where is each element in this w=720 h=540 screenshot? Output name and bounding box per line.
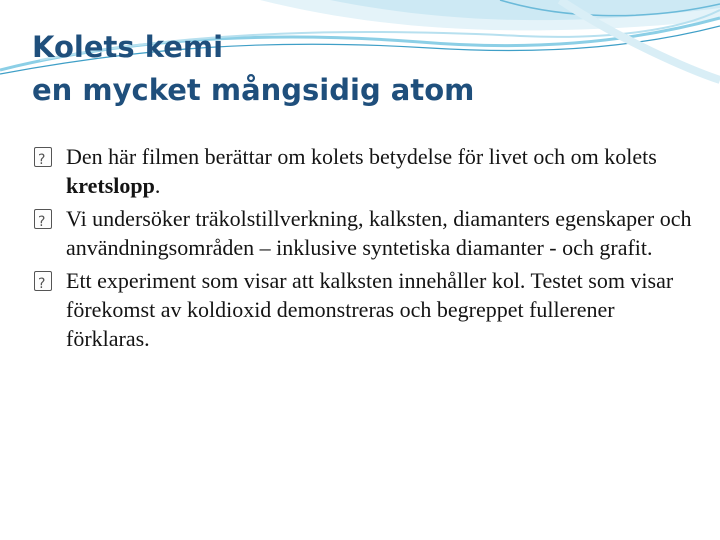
title-line-1: Kolets kemi xyxy=(32,30,224,64)
title-line-2: en mycket mångsidig atom xyxy=(32,73,475,107)
slide-title xyxy=(32,26,692,112)
missing-glyph-bullet-icon xyxy=(34,147,52,167)
bullet-item-2 xyxy=(34,204,694,262)
bullet-list xyxy=(34,142,694,357)
bullet-text-1-bold: kretslopp xyxy=(66,173,155,198)
bullet-item-3 xyxy=(34,266,694,353)
bullet-text-2: Vi undersöker träkolstillverkning, kalksten, diamanters egenskaper och användningsområden – inklusive syntetiska diamanter - och grafit. xyxy=(66,206,692,260)
bullet-text-3: Ett experiment som visar att kalksten innehåller kol. Testet som visar förekomst av koldioxid demonstreras och begreppet fullerener förklaras. xyxy=(66,268,674,351)
bullet-text-1a: Den här filmen berättar om kolets betydelse för livet och om kolets xyxy=(66,144,657,169)
bullet-item-1 xyxy=(34,142,694,200)
bullet-text-1b: . xyxy=(154,173,161,198)
missing-glyph-bullet-icon xyxy=(34,271,52,291)
missing-glyph-bullet-icon xyxy=(34,209,52,229)
